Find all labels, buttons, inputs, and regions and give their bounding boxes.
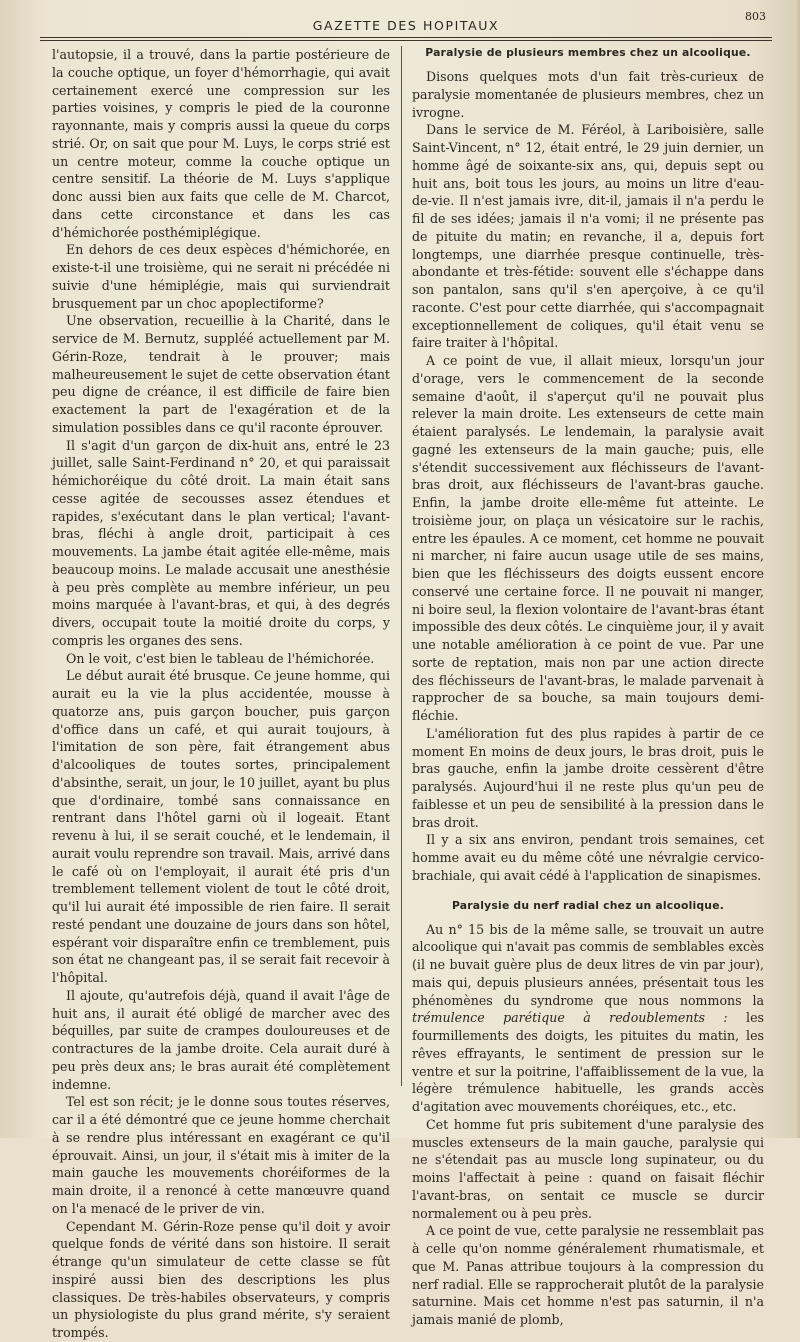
paragraph: Une observation, recueillie à la Charité, dans le service de M. Bernutz, suppléé actuellement par M. Gérin-Roze, tendrait à le prouver; mais malheureusement le sujet de cette observation étant peu digne de créance, il est difficile de faire bien exactement la part de l'exagération et de la simulation possibles dans ce qu'il raconte éprouver. [52,313,390,435]
paragraph: L'amélioration fut des plus rapides à partir de ce moment En moins de deux jours, le bras droit, puis le bras gauche, enfin la jambe droite cessèrent d'être paralysés. Aujourd'hui il ne reste plus qu'un peu de faiblesse et un peu de sensibilité à la pression dans le bras droit. [412,725,764,830]
paragraph: A ce point de vue, cette paralysie ne ressemblait pas à celle qu'on nomme généralement rhumatismale, et que M. Panas attribue toujours à la compression du nerf radial. Elle se rapprocherait plutôt de la paralysie saturnine. Mais cet homme n'est pas saturnin, il n'a jamais manié de plomb, [412,1223,764,1327]
paragraph: l'autopsie, il a trouvé, dans la partie postérieure de la couche optique, un foyer d'hémorrhagie, qui avait certainement exercé une compression sur les parties voisines, y compris le pied de la couronne rayonnante, mais y compris aussi la queue du corps strié. Or, on sait que pour M. Luys, le corps strié est un centre moteur, comme la couche optique un centre sensitif. La théorie de M. Luys s'applique donc aussi bien aux faits que celle de M. Charcot, dans cette circonstance et dans les cas d'hémichorée posthémiplégique. [52,47,390,240]
section-heading: Paralysie du nerf radial chez un alcoolique. [451,898,725,912]
paragraph: Il y a six ans environ, pendant trois semaines, cet homme avait eu du même côté une névralgie cervico-brachiale, qui avait cédé à l'application de sinapismes. [412,832,764,883]
paragraph [412,921,764,1116]
paragraph: Il ajoute, qu'autrefois déjà, quand il avait l'âge de huit ans, il aurait été obligé de marcher avec des béquilles, par suite de crampes douloureuses et de contractures de la jambe droite. Cela aurait duré à peu près deux ans; le bras aurait été complètement indemne. [52,987,390,1092]
paragraph: Disons quelques mots d'un fait très-curieux de paralysie momentanée de plusieurs membres, chez un ivrogne. [412,69,764,120]
header-rule-double [40,40,772,41]
right-column [412,46,764,1329]
italic-term: trémulence parétique à redoublements : [412,1010,728,1026]
section-heading: Paralysie de plusieurs membres chez un alcoolique. [425,46,751,59]
paragraph: On le voit, c'est bien le tableau de l'hémichorée. [66,650,375,666]
paragraph: Cet homme fut pris subitement d'une paralysie des muscles extenseurs de la main gauche, paralysie qui ne s'étendait pas au muscle long supinateur, ou du moins l'affectait à peine : quand on faisait fléchir l'avant-bras, on sentait ce muscle se durcir normalement ou à peu près. [412,1116,764,1221]
paragraph: Le début aurait été brusque. Ce jeune homme, qui aurait eu la vie la plus accidentée, mousse à quatorze ans, puis garçon boucher, puis garçon d'office dans un café, et qui aurait toujours, à l'imitation de son père, fait étrangement abus d'alcooliques de toutes sortes, principalement d'absinthe, serait, un jour, le 10 juillet, ayant bu plus que d'ordinaire, tombé sans connaissance en rentrant dans l'hôtel garni où il logeait. Etant revenu à lui, il se serait couché, et le lendemain, il aurait voulu reprendre son travail. Mais, arrivé dans le café où on l'employait, il aurait été pris d'un tremblement tellement violent de tout le côté droit, qu'il lui aurait été impossible de rien faire. Il serait resté pendant une douzaine de jours dans son hôtel, espérant voir disparaître enfin ce tremblement, puis son état ne changeant pas, il se serait fait recevoir à l'hôpital. [52,668,390,985]
text-run: les fourmillements des doigts, les pituites du matin, les rêves effrayants, le sentiment de pression sur le ventre et sur la poitrine, l'affaiblissement de la vue, la légère trémulence habituelle, les grands accès d'agitation avec mouvements choréiques, etc., etc. [412,1010,764,1114]
page-header [40,10,772,36]
journal-title: GAZETTE DES HOPITAUX [312,18,500,33]
paragraph: A ce point de vue, il allait mieux, lorsqu'un jour d'orage, vers le commencement de la seconde semaine d'août, il s'aperçut qu'il ne pouvait plus relever la main droite. Les extenseurs de cette main étaient paralysés. Le lendemain, la paralysie avait gagné les extenseurs de la main gauche; puis, elle s'étendit successivement aux fléchisseurs de l'avant-bras droit, aux fléchisseurs de l'avant-bras gauche. Enfin, la jambe droite elle-même fut atteinte. Le troisième jour, on plaça un vésicatoire sur le rachis, entre les épaules. A ce moment, cet homme ne pouvait ni marcher, ni faire aucun usage utile de ses mains, bien que les fléchisseurs des doigts eussent encore conservé une certaine force. Il ne pouvait ni manger, ni boire seul, la flexion volontaire de l'avant-bras étant impossible des deux côtés. Le cinquième jour, il y avait une notable amélioration à ce point de vue. Par une sorte de reptation, mais non par une action directe des fléchisseurs de l'avant-bras, le malade parvenait à rapprocher de sa bouche, sa main toujours demi-fléchie. [412,353,764,723]
paragraph: En dehors de ces deux espèces d'hémichorée, en existe-t-il une troisième, qui ne serait ni précédée ni suivie d'une hémiplégie, mais qui surviendrait brusquement par un choc apoplectiforme? [52,242,390,311]
paragraph: Il s'agit d'un garçon de dix-huit ans, entré le 23 juillet, salle Saint-Ferdinand n° 20, et qui paraissait hémichoréique du côté droit. La main était sans cesse agitée de secousses assez étendues et rapides, s'exécutant dans le plan vertical; l'avant-bras, fléchi à angle droit, participait à ces mouvements. La jambe était agitée elle-même, mais beaucoup moins. Le malade accusait une anesthésie à peu près complète au membre inférieur, un peu moins marquée à l'avant-bras, et qui, à des degrés divers, occupait toute la moitié droite du corps, y compris les organes des sens. [52,437,390,648]
header-rule [40,37,772,38]
page-edge [794,0,800,1138]
paragraph: Dans le service de M. Féréol, à Lariboisière, salle Saint-Vincent, n° 12, était entré, le 29 juin dernier, un homme âgé de soixante-six ans, qui, depuis sept ou huit ans, boit tous les jours, au moins un litre d'eau-de-vie. Il n'est jamais ivre, dit-il, jamais il n'a perdu le fil de ses idées; jamais il n'a vomi; il ne présente pas de pituite du matin; en revanche, il a, depuis fort longtemps, une diarrhée presque continuelle, très-abondante et très-fétide: souvent elle s'échappe dans son pantalon, sans qu'il s'en aperçoive, à ce qu'il raconte. C'est pour cette diarrhée, qui s'accompagnait exceptionnellement de coliques, qu'il était venu se faire traiter à l'hôpital. [412,122,764,351]
paragraph: Cependant M. Gérin-Roze pense qu'il doit y avoir quelque fonds de vérité dans son histoire. Il serait étrange qu'un simulateur de cette classe se fût inspiré aussi bien des descriptions les plus classiques. De très-habiles observateurs, y compris un physiologiste du plus grand mérite, s'y seraient trompés. [52,1218,390,1340]
page-number: 803 [745,10,766,23]
paragraph: Tel est son récit; je le donne sous toutes réserves, car il a été démontré que ce jeune homme cherchait à se rendre plus intéressant en exagérant ce qu'il éprouvait. Ainsi, un jour, il s'était mis à imiter de la main gauche les mouvements choréiformes de la main droite, il a renoncé à cette manœuvre quand on l'a menacé de le priver de vin. [52,1094,390,1216]
left-column [52,46,390,1342]
column-divider [401,46,402,1086]
text-run: Au n° 15 bis de la même salle, se trouvait un autre alcoolique qui n'avait pas commis de semblables excès (il ne buvait guère plus de deux litres de vin par jour), mais qui, depuis plusieurs années, présentait tous les phénomènes du syndrome que nous nommons la [412,921,764,1008]
